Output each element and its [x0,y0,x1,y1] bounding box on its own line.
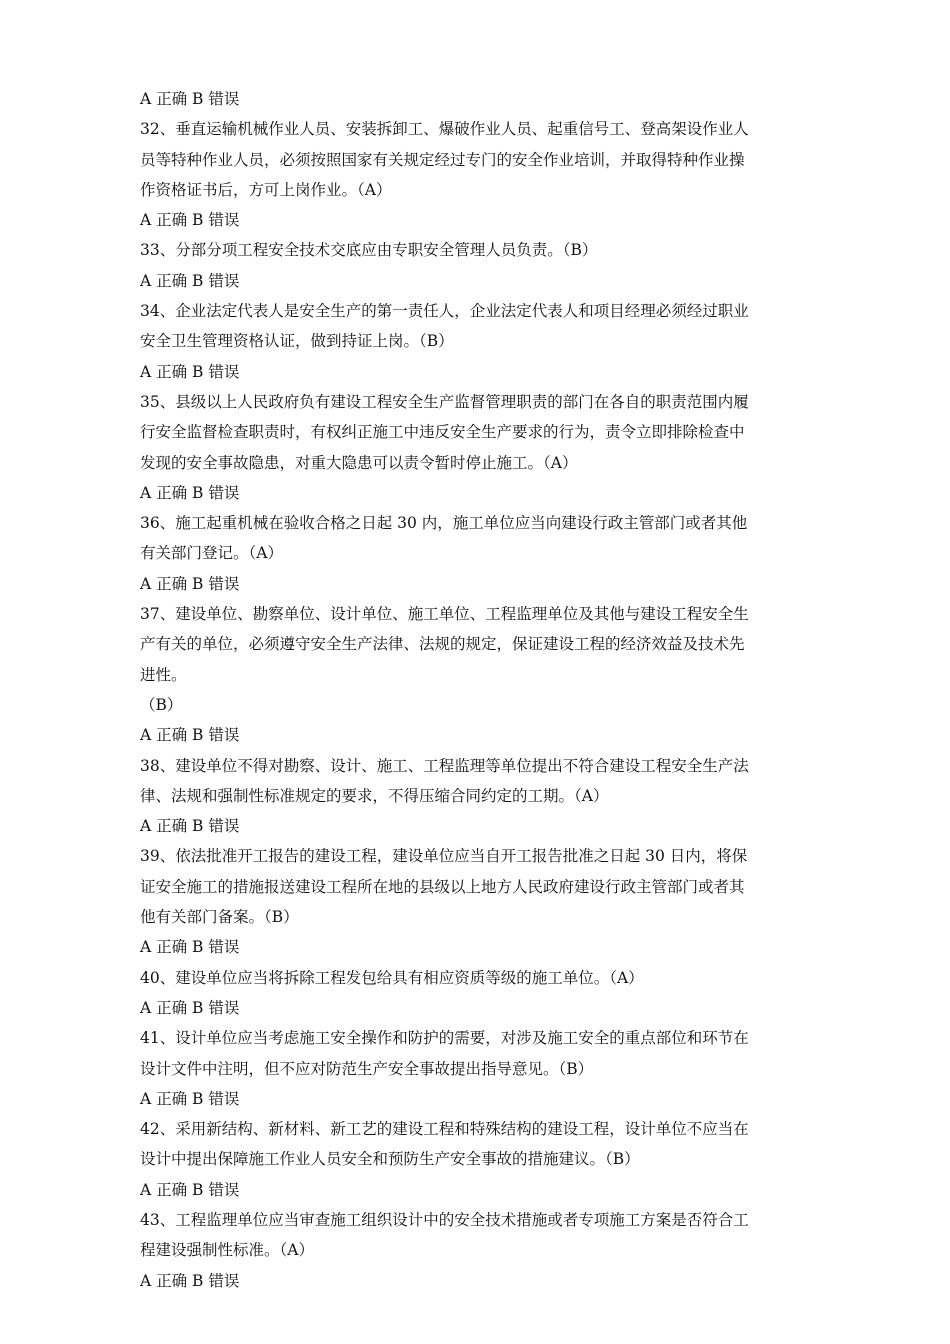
question-35-line-1: 35、县级以上人民政府负有建设工程安全生产监督管理职责的部门在各自的职责范围内履 [140,392,749,411]
question-32-line-2: 员等特种作业人员，必须按照国家有关规定经过专门的安全作业培训，并取得特种作业操 [140,150,745,169]
answer-options-line: A 正确 B 错误 [140,1180,240,1199]
question-39-line-2: 证安全施工的措施报送建设工程所在地的县级以上地方人民政府建设行政主管部门或者其 [140,877,745,896]
question-37-line-3: 进性。 [140,665,187,684]
answer-options-line: A 正确 B 错误 [140,483,240,502]
question-34-line-1: 34、企业法定代表人是安全生产的第一责任人，企业法定代表人和项目经理必须经过职业 [140,302,749,321]
answer-options-line: A 正确 B 错误 [140,938,240,957]
question-41-line-1: 41、设计单位应当考虑施工安全操作和防护的需要，对涉及施工安全的重点部位和环节在 [140,1029,749,1048]
question-36-line-1: 36、施工起重机械在验收合格之日起 30 内，施工单位应当向建设行政主管部门或者其他 [140,514,748,533]
answer-options-line: A 正确 B 错误 [140,726,240,745]
answer-options-line: A 正确 B 错误 [140,211,240,230]
question-38-line-2: 律、法规和强制性标准规定的要求，不得压缩合同约定的工期。（A） [140,786,609,805]
answer-options-line: A 正确 B 错误 [140,998,240,1017]
question-40-line-1: 40、建设单位应当将拆除工程发包给具有相应资质等级的施工单位。（A） [140,968,644,987]
question-39-line-3: 他有关部门备案。（B） [140,908,299,927]
question-32-line-3: 作资格证书后，方可上岗作业。（A） [140,180,392,199]
document-page [140,84,812,1296]
question-42-line-1: 42、采用新结构、新材料、新工艺的建设工程和特殊结构的建设工程，设计单位不应当在 [140,1120,749,1139]
question-36-line-2: 有关部门登记。（A） [140,544,283,563]
question-34-line-2: 安全卫生管理资格认证，做到持证上岗。（B） [140,332,454,351]
question-37-line-2: 产有关的单位，必须遵守安全生产法律、法规的规定，保证建设工程的经济效益及技术先 [140,635,745,654]
answer-options-line: A 正确 B 错误 [140,1271,240,1290]
question-35-line-2: 行安全监督检查职责时，有权纠正施工中违反安全生产要求的行为，责令立即排除检查中 [140,423,745,442]
question-39-line-1: 39、依法批准开工报告的建设工程，建设单位应当自开工报告批准之日起 30 日内，将保 [140,847,748,866]
answer-options-line: A 正确 B 错误 [140,574,240,593]
answer-options-line: A 正确 B 错误 [140,271,240,290]
question-37-line-4: （B） [140,695,183,714]
question-37-line-1: 37、建设单位、勘察单位、设计单位、施工单位、工程监理单位及其他与建设工程安全生 [140,605,749,624]
answer-options-line: A 正确 B 错误 [140,362,240,381]
question-32-line-1: 32、垂直运输机械作业人员、安装拆卸工、爆破作业人员、起重信号工、登高架设作业人 [140,120,749,139]
question-38-line-1: 38、建设单位不得对勘察、设计、施工、工程监理等单位提出不符合建设工程安全生产法 [140,756,749,775]
question-42-line-2: 设计中提出保障施工作业人员安全和预防生产安全事故的措施建议。（B） [140,1150,640,1169]
question-43-line-2: 程建设强制性标准。（A） [140,1241,314,1260]
question-43-line-1: 43、工程监理单位应当审查施工组织设计中的安全技术措施或者专项施工方案是否符合工 [140,1210,749,1229]
question-33-line-1: 33、分部分项工程安全技术交底应由专职安全管理人员负责。（B） [140,241,598,260]
answer-options-line: A 正确 B 错误 [140,90,240,108]
question-41-line-2: 设计文件中注明，但不应对防范生产安全事故提出指导意见。（B） [140,1059,594,1078]
answer-options-line: A 正确 B 错误 [140,1089,240,1108]
question-35-line-3: 发现的安全事故隐患，对重大隐患可以责令暂时停止施工。（A） [140,453,578,472]
answer-options-line: A 正确 B 错误 [140,817,240,836]
